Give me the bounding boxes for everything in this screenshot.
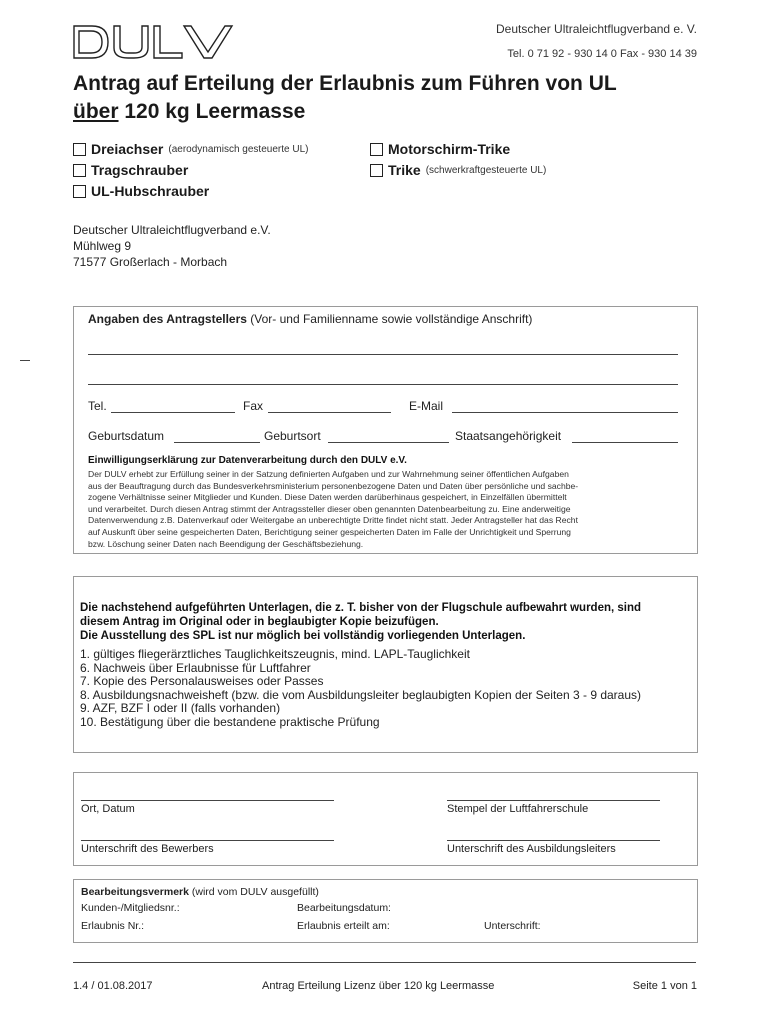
category-motorschirm-trike[interactable]: Motorschirm-Trike (370, 141, 510, 157)
place-date-label: Ort, Datum (81, 803, 135, 815)
processing-date-label: Bearbeitungsdatum: (297, 902, 391, 914)
consent-text: Der DULV erhebt zur Erfüllung seiner in der Satzung definierten Aufgaben und zur Wahrnehmung seiner öffentlichen Aufgaben aus der Beauftragung durch das Bundesverkehrsministerium personenbezogene Daten und Daten über persönliche und sachbe- zogene Verhältnisse seiner Mitglieder und Kunden. Diese Daten werden darüberhinaus gespeichert, in Einzelfällen übermittelt und verarbeitet. Durch diesen Antrag stimmt der Antragssteller dieser oben genannten Datenbearbeitung zu. Eine anderweitige Datenverwendung z.B. Datenverkauf oder Weitergabe an unberechtigte Dritte findet nicht statt. Jeder Antragsteller hat das Recht auf Auskunft über seine gespeicherten Daten, Berichtigung seiner gespeicherten Daten im Falle der Unrichtigkeit und Sperrung bzw. Löschung seiner Daten nach Beendigung der Geschäftsbeziehung. (88, 469, 579, 549)
list-item: 6. Nachweis über Erlaubnisse für Luftfahrer (80, 660, 311, 675)
footer-divider (73, 962, 696, 963)
contact-info: Tel. 0 71 92 - 930 14 0 Fax - 930 14 39 (507, 48, 697, 60)
documents-list (80, 648, 641, 729)
dulv-logo (72, 22, 234, 62)
fold-mark (20, 360, 30, 361)
checkbox-icon[interactable] (73, 164, 86, 177)
email-field[interactable] (452, 412, 678, 413)
fax-field[interactable] (268, 412, 391, 413)
recipient-address: Deutscher Ultraleichtflugverband e.V. Mühlweg 9 71577 Großerlach - Morbach (73, 223, 271, 269)
svg-text:DULV: DULV (72, 22, 75, 23)
checkbox-icon[interactable] (73, 143, 86, 156)
birthplace-label: Geburtsort (264, 429, 321, 443)
checkbox-icon[interactable] (370, 143, 383, 156)
category-tragschrauber[interactable]: Tragschrauber (73, 162, 188, 178)
email-label: E-Mail (409, 399, 444, 413)
checkbox-icon[interactable] (73, 185, 86, 198)
nationality-label: Staatsangehörigkeit (455, 429, 562, 443)
list-item: 8. Ausbildungsnachweisheft (bzw. die vom Ausbildungsleiter beglaubigten Kopien der Seiten 3 - 9 daraus) (80, 687, 642, 702)
category-trike[interactable]: Trike (schwerkraftgesteuerte UL) (370, 162, 546, 178)
nationality-field[interactable] (572, 442, 678, 443)
footer-version: 1.4 / 01.08.2017 (73, 980, 153, 992)
org-name: Deutscher Ultraleichtflugverband e. V. (496, 22, 697, 36)
address-line[interactable] (88, 384, 678, 385)
footer-doc-title: Antrag Erteilung Lizenz über 120 kg Leermasse (262, 980, 495, 992)
processing-signature-label: Unterschrift: (484, 920, 541, 932)
applicant-heading: Angaben des Antragstellers (Vor- und Familienname sowie vollständige Anschrift) (88, 312, 533, 326)
applicant-signature-line[interactable] (81, 840, 334, 841)
instructor-signature-label: Unterschrift des Ausbildungsleiters (447, 843, 616, 855)
birthplace-field[interactable] (328, 442, 449, 443)
birthdate-label: Geburtsdatum (88, 429, 165, 443)
license-issued-label: Erlaubnis erteilt am: (297, 920, 390, 932)
checkbox-icon[interactable] (370, 164, 383, 177)
list-item: 7. Kopie des Personalausweises oder Passes (80, 674, 324, 688)
name-line[interactable] (88, 354, 678, 355)
license-number-label: Erlaubnis Nr.: (81, 920, 145, 932)
place-date-line[interactable] (81, 800, 334, 801)
consent-title: Einwilligungserklärung zur Datenverarbeitung durch den DULV e.V. (88, 455, 407, 466)
customer-number-label: Kunden-/Mitgliedsnr.: (81, 902, 180, 914)
list-item: 1. gültiges fliegerärztliches Tauglichkeitszeugnis, mind. LAPL-Tauglichkeit (80, 647, 470, 661)
category-ul-hubschrauber[interactable]: UL-Hubschrauber (73, 183, 209, 199)
page-title: Antrag auf Erteilung der Erlaubnis zum Führen von UL über 120 kg Leermasse (73, 72, 617, 123)
fax-label: Fax (243, 399, 264, 413)
documents-intro: Die nachstehend aufgeführten Unterlagen, die z. T. bisher von der Flugschule aufbewahrt wurden, sind diesem Antrag im Original oder in beglaubigter Kopie beizufügen. Die Ausstellung des SPL ist nur möglich bei vollständig vorliegenden Unterlagen. (80, 602, 642, 642)
stamp-label: Stempel der Luftfahrerschule (447, 803, 589, 815)
instructor-signature-line[interactable] (447, 840, 660, 841)
category-dreiachser[interactable]: Dreiachser (aerodynamisch gesteuerte UL) (73, 141, 308, 157)
birthdate-field[interactable] (174, 442, 260, 443)
processing-heading: Bearbeitungsvermerk (wird vom DULV ausgefüllt) (81, 886, 319, 898)
list-item: 9. AZF, BZF I oder II (falls vorhanden) (80, 701, 281, 715)
footer-page: Seite 1 von 1 (632, 980, 697, 992)
applicant-signature-label: Unterschrift des Bewerbers (81, 843, 214, 855)
tel-label: Tel. (88, 399, 107, 413)
list-item: 10. Bestätigung über die bestandene praktische Prüfung (80, 714, 380, 729)
stamp-line[interactable] (447, 800, 660, 801)
tel-field[interactable] (111, 412, 235, 413)
